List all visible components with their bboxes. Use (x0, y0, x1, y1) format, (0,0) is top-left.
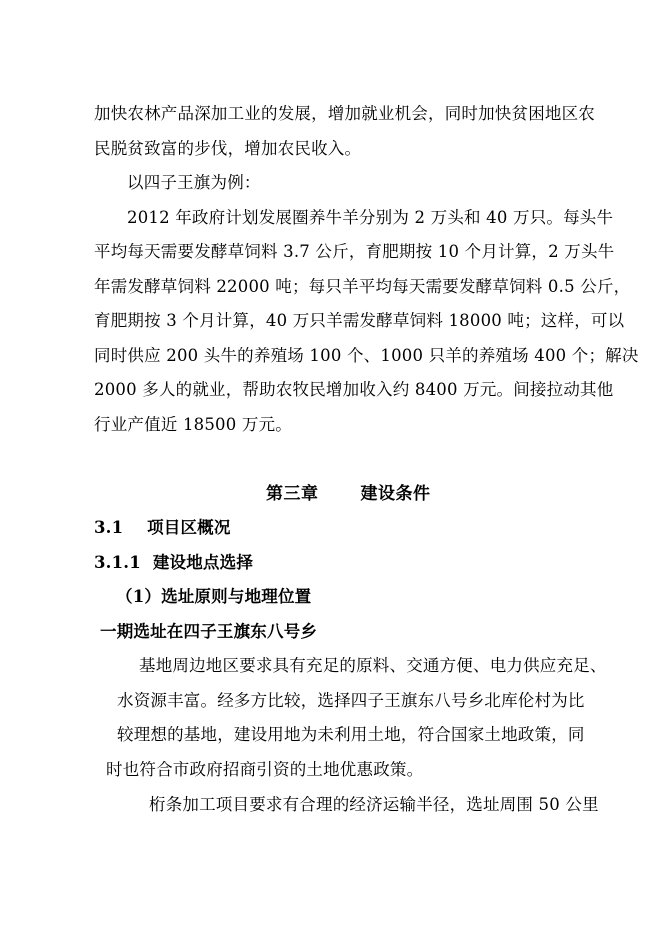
example-intro: 以四子王旗为例： (127, 173, 261, 192)
paragraph3-line3: 较理想的基地，建设用地为未利用土地，符合国家土地政策，同 (117, 725, 585, 744)
site-heading: 一期选址在四子王旗东八号乡 (100, 622, 318, 641)
paragraph2-line5: 同时供应 200 头牛的养殖场 100 个、1000 只羊的养殖场 400 个；解决 (94, 346, 639, 365)
paragraph1-line1: 加快农林产品深加工业的发展，增加就业机会，同时加快贫困地区农 (94, 104, 595, 123)
chapter-number: 第三章 (266, 484, 319, 504)
paragraph1-line2: 民脱贫致富的步伐，增加农民收入。 (94, 139, 362, 158)
paragraph2-line6: 2000 多人的就业，帮助农牧民增加收入约 8400 万元。间接拉动其他 (94, 380, 614, 399)
paragraph3-line1: 基地周边地区要求具有充足的原料、交通方便、电力供应充足、 (139, 656, 607, 675)
section-3-1-1-heading: 3.1.1 建设地点选择 (94, 553, 254, 572)
paragraph4-line1: 桁条加工项目要求有合理的经济运输半径，选址周围 50 公里 (149, 795, 599, 814)
paragraph3-line2: 水资源丰富。经多方比较，选择四子王旗东八号乡北库伦村为比 (117, 691, 585, 710)
section-3-1-heading: 3.1 项目区概况 (94, 518, 231, 537)
paragraph3-line4: 时也符合市政府招商引资的土地优惠政策。 (106, 760, 424, 779)
paragraph2-line3: 年需发酵草饲料 22000 吨；每只羊平均每天需要发酵草饲料 0.5 公斤， (94, 277, 631, 296)
paragraph2-line1: 2012 年政府计划发展圈养牛羊分别为 2 万头和 40 万只。每头牛 (127, 208, 614, 227)
chapter-title: 建设条件 (360, 484, 431, 504)
subsection-1-heading: （1）选址原则与地理位置 (116, 587, 312, 606)
paragraph2-line2: 平均每天需要发酵草饲料 3.7 公斤，育肥期按 10 个月计算，2 万头牛 (94, 242, 615, 261)
paragraph2-line7: 行业产值近 18500 万元。 (94, 415, 292, 434)
chapter-heading (266, 484, 431, 504)
paragraph2-line4: 育肥期按 3 个月计算，40 万只羊需发酵草饲料 18000 吨；这样，可以 (94, 311, 625, 330)
